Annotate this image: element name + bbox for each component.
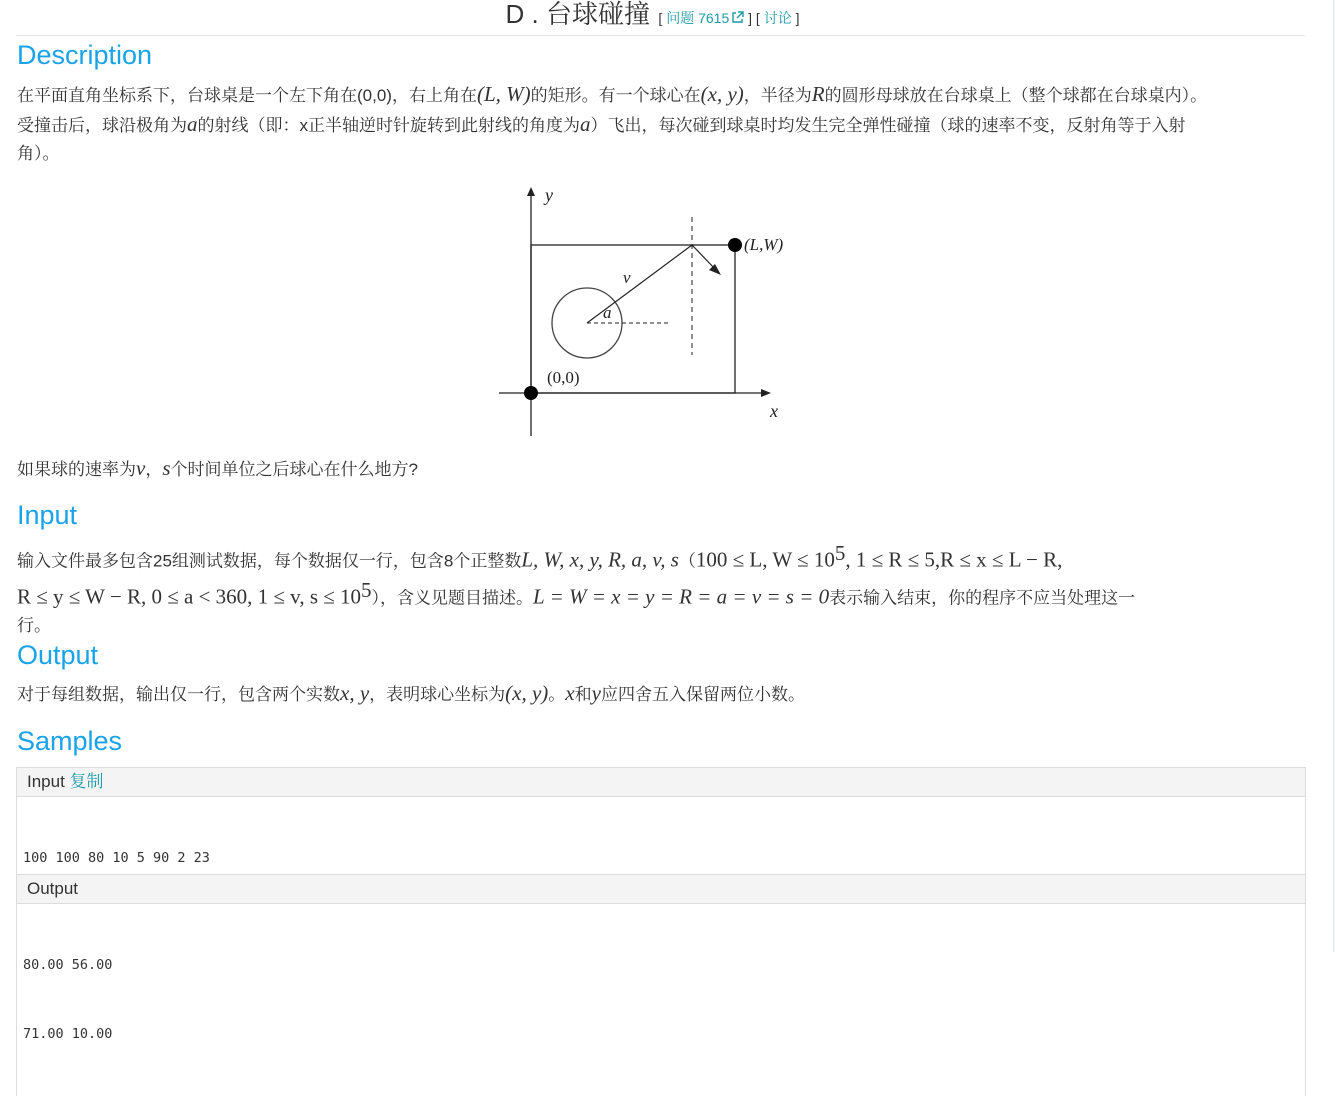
bracket-open-2: [ <box>755 10 760 26</box>
bracket-close: ] <box>748 10 753 26</box>
desc-text-6: 的射线（即：x正半轴逆时针旋转到此射线的角度为 <box>197 116 580 135</box>
math-range-1: 100 ≤ L, W ≤ 10 <box>695 547 835 572</box>
math-params: L, W, x, y, R, a, v, s <box>521 547 679 572</box>
sample-output-content[interactable] <box>17 904 1305 1096</box>
reflected-arrow-icon <box>709 264 721 275</box>
desc-text-4: 的圆形母球放在台球桌上（整个球都在台球桌内）。 <box>824 86 1208 105</box>
sample-input-line: 100 100 80 10 5 90 2 23 <box>23 850 210 866</box>
math-xy-3: (x, y) <box>505 681 549 705</box>
input-heading: Input <box>17 500 78 530</box>
trajectory-line <box>587 245 692 323</box>
origin-dot <box>524 386 538 400</box>
bracket-close-2: ] <box>795 10 800 26</box>
output-text-5: 应四舍五入保留两位小数。 <box>600 685 805 704</box>
y-axis-arrow-icon <box>527 187 535 196</box>
desc-text-2: 的矩形。有一个球心在 <box>530 86 701 105</box>
x-axis-label: x <box>770 401 778 421</box>
corner-dot <box>728 238 742 252</box>
sample-output-box <box>16 874 1306 1096</box>
math-exp-2: 5 <box>361 577 372 602</box>
desc-text-7: ）飞出，每次碰到球桌时均发生完全弹性碰撞（球的速率不变，反射角等于入射 <box>590 116 1186 135</box>
output-text-3: 。 <box>548 685 566 704</box>
problem-id-link[interactable] <box>666 10 744 26</box>
input-text-5: 行。 <box>17 616 51 636</box>
description-heading: Description <box>17 40 153 70</box>
math-x: x <box>565 681 575 705</box>
desc-text-5: 受撞击后，球沿极角为 <box>17 116 187 135</box>
input-text-2: （ <box>678 551 696 571</box>
discuss-link[interactable]: 讨论 <box>763 10 792 26</box>
question-text-3: 个时间单位之后球心在什么地方? <box>170 460 418 479</box>
desc-text-3: ，半径为 <box>743 86 812 105</box>
samples-heading: Samples <box>17 726 123 756</box>
input-text-4: 表示输入结束，你的程序不应当处理这一 <box>829 588 1136 608</box>
sample-output-line: 71.00 10.00 <box>23 1026 113 1042</box>
sample-output-header <box>17 875 1305 904</box>
math-a-2: a <box>580 112 591 136</box>
problem-header <box>0 0 1305 31</box>
copy-button[interactable]: 复制 <box>69 772 104 791</box>
problem-title: D . 台球碰撞 <box>505 0 650 29</box>
math-v: v <box>136 456 146 480</box>
bracket-open: [ <box>658 10 663 26</box>
math-xy-2: x, y <box>340 681 370 705</box>
description-paragraph <box>17 80 1305 168</box>
sample-input-header <box>17 768 1305 797</box>
math-s: s <box>162 456 171 480</box>
math-range-3: R ≤ y ≤ W − R, 0 ≤ a < 360, 1 ≤ v, s ≤ 10 <box>17 584 362 609</box>
output-paragraph <box>17 679 1305 709</box>
math-a: a <box>187 112 198 136</box>
math-range-2: , 1 ≤ R ≤ 5,R ≤ x ≤ L − R, <box>845 547 1063 572</box>
desc-text-8: 角）。 <box>17 144 60 163</box>
problem-header-links <box>658 10 799 26</box>
header-divider <box>16 35 1305 36</box>
math-terminator: L = W = x = y = R = a = v = s = 0 <box>533 584 830 609</box>
desc-text-1: 在平面直角坐标系下，台球桌是一个左下角在(0,0)，右上角在 <box>17 86 477 105</box>
y-axis-label: y <box>545 185 553 205</box>
velocity-label: v <box>623 268 631 287</box>
billiard-diagram <box>495 183 795 439</box>
output-heading: Output <box>17 640 99 670</box>
input-text-3: ），含义见题目描述。 <box>371 588 534 608</box>
output-text-4: 和 <box>574 685 592 704</box>
input-paragraph <box>17 539 1305 640</box>
output-text-1: 对于每组数据，输出仅一行，包含两个实数 <box>17 685 340 704</box>
sample-output-line: 80.00 56.00 <box>23 957 113 973</box>
math-xy: (x, y) <box>700 82 744 106</box>
external-link-icon <box>731 11 744 24</box>
sample-input-label: Input <box>27 772 65 791</box>
sample-output-label: Output <box>27 879 79 898</box>
question-text-2: ， <box>145 460 163 479</box>
math-y: y <box>591 681 601 705</box>
math-LW: (L, W) <box>476 82 531 106</box>
origin-label: (0,0) <box>547 368 580 387</box>
x-axis-arrow-icon <box>761 389 771 397</box>
input-text-1: 输入文件最多包含25组测试数据，每个数据仅一行，包含8个正整数 <box>17 551 522 571</box>
question-text-1: 如果球的速率为 <box>17 460 136 479</box>
corner-label: (L,W) <box>744 235 784 254</box>
math-exp-1: 5 <box>834 541 846 565</box>
question-paragraph <box>17 454 1305 484</box>
math-R: R <box>811 82 825 106</box>
output-text-2: ，表明球心坐标为 <box>369 685 506 704</box>
angle-label: a <box>603 303 612 322</box>
problem-id-label: 问题 7615 <box>666 10 730 26</box>
